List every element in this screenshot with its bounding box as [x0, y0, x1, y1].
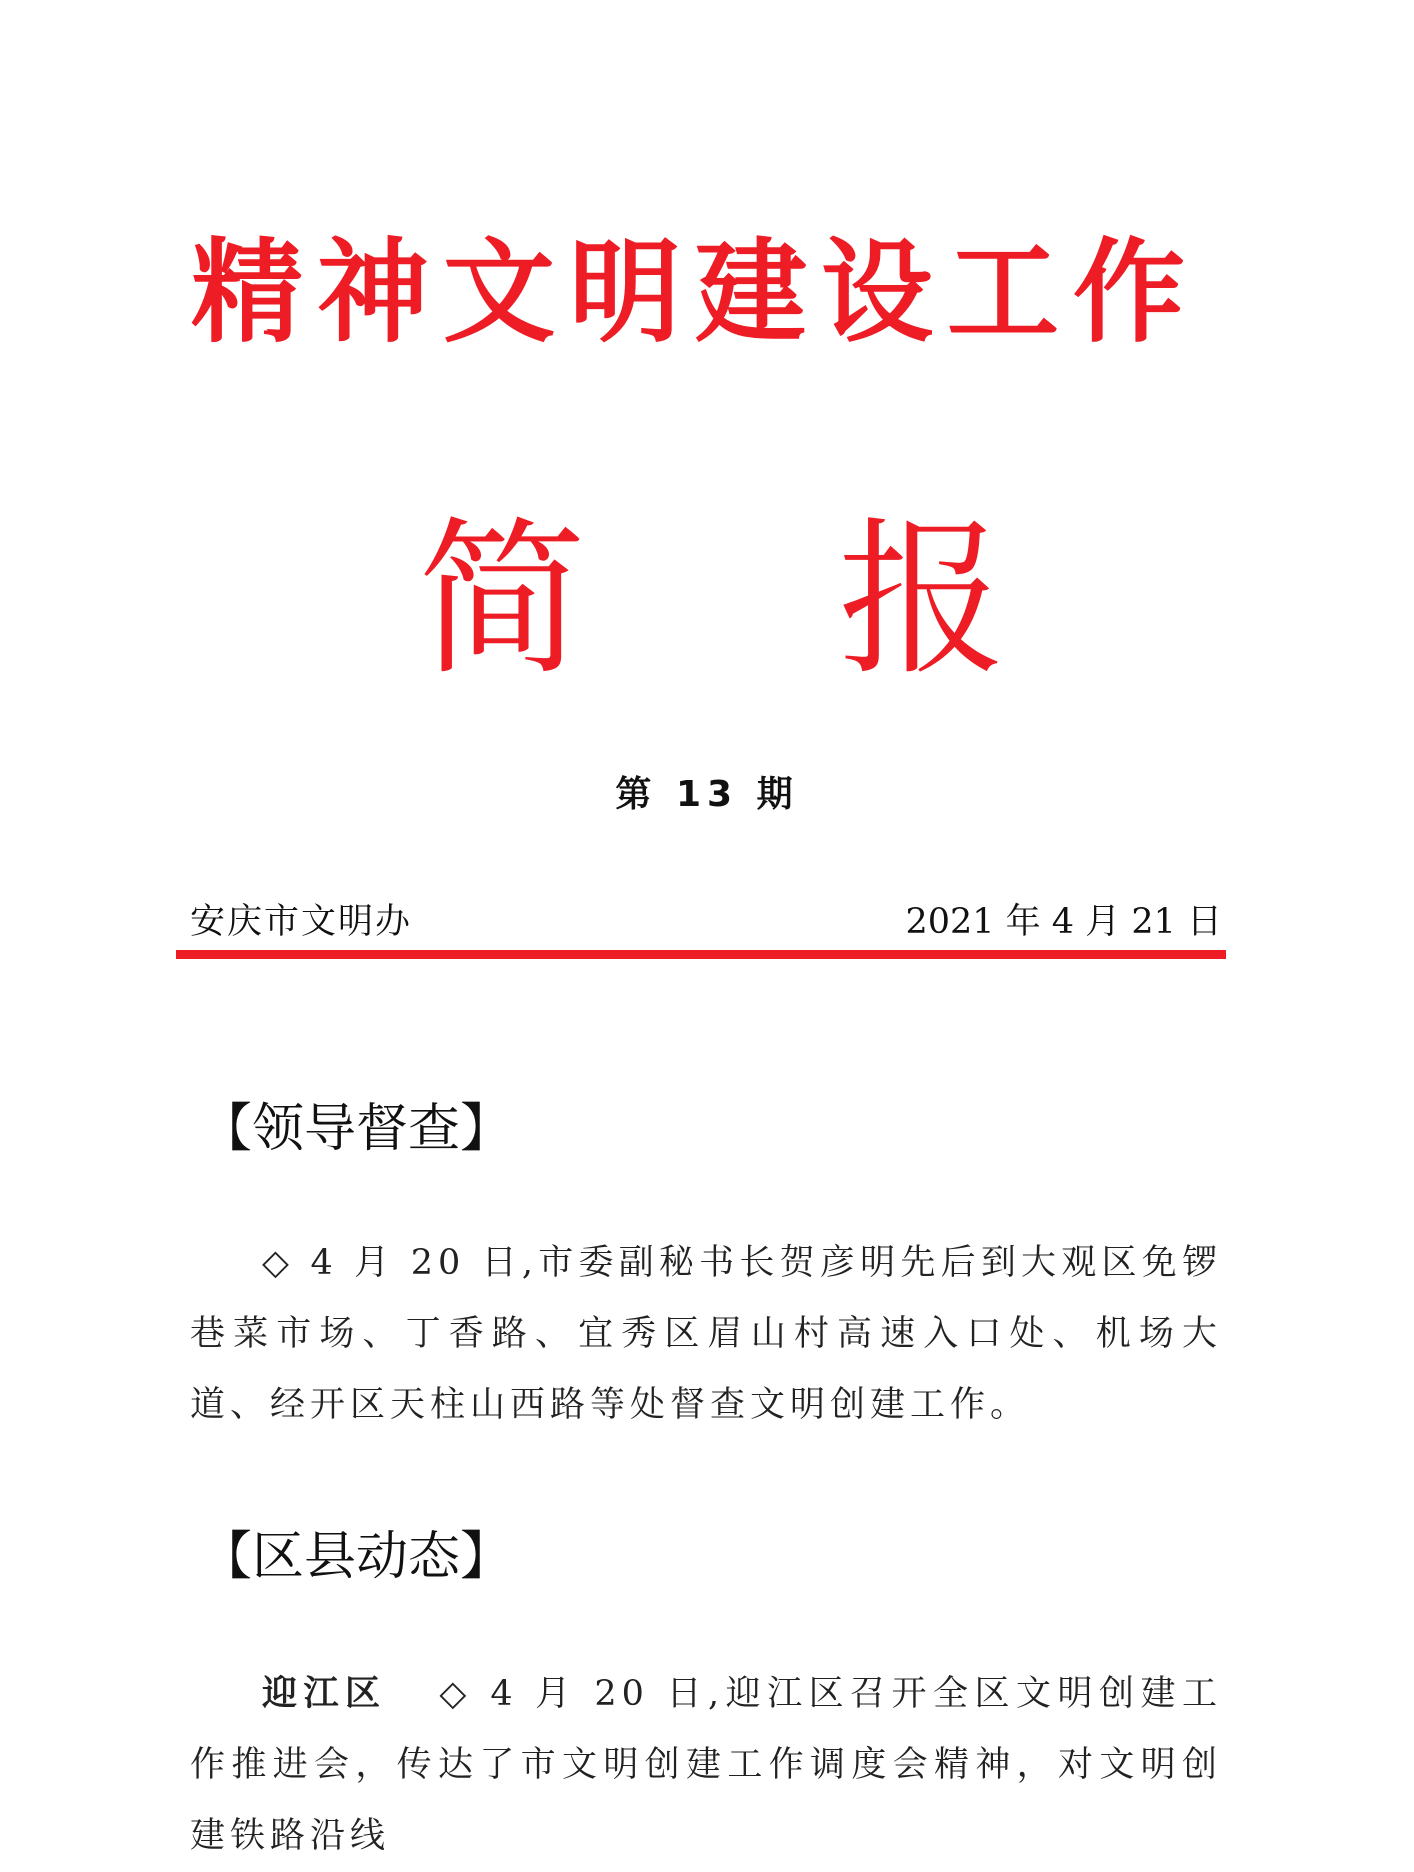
section-heading-district-news: 【区县动态】 [200, 1527, 513, 1587]
bulletin-subtitle-jian: 简 [418, 502, 586, 698]
section-paragraph: ◇ 4 月 20 日,市委副秘书长贺彦明先后到大观区免锣巷菜市场、丁香路、宜秀区眉山村高速入口处、机场大道、经开区天柱山西路等处督查文明创建工作。 [190, 1243, 1222, 1425]
district-name: 迎江区 [262, 1673, 387, 1714]
district-news-paragraph [190, 1658, 1222, 1872]
section-heading-leadership-inspection: 【领导督查】 [200, 1099, 513, 1159]
issue-number: 第 13 期 [615, 774, 799, 815]
issuer: 安庆市文明办 [190, 902, 413, 942]
header-divider [176, 950, 1226, 959]
issue-date: 2021 年 4 月 21 日 [905, 902, 1222, 942]
bulletin-subtitle-bao: 报 [838, 502, 1006, 698]
district-news-text: ◇ 4 月 20 日,迎江区召开全区文明创建工作推进会，传达了市文明创建工作调度会精神，对文明创建铁路沿线 [190, 1674, 1222, 1856]
bulletin-title: 精神文明建设工作 [191, 227, 1199, 358]
